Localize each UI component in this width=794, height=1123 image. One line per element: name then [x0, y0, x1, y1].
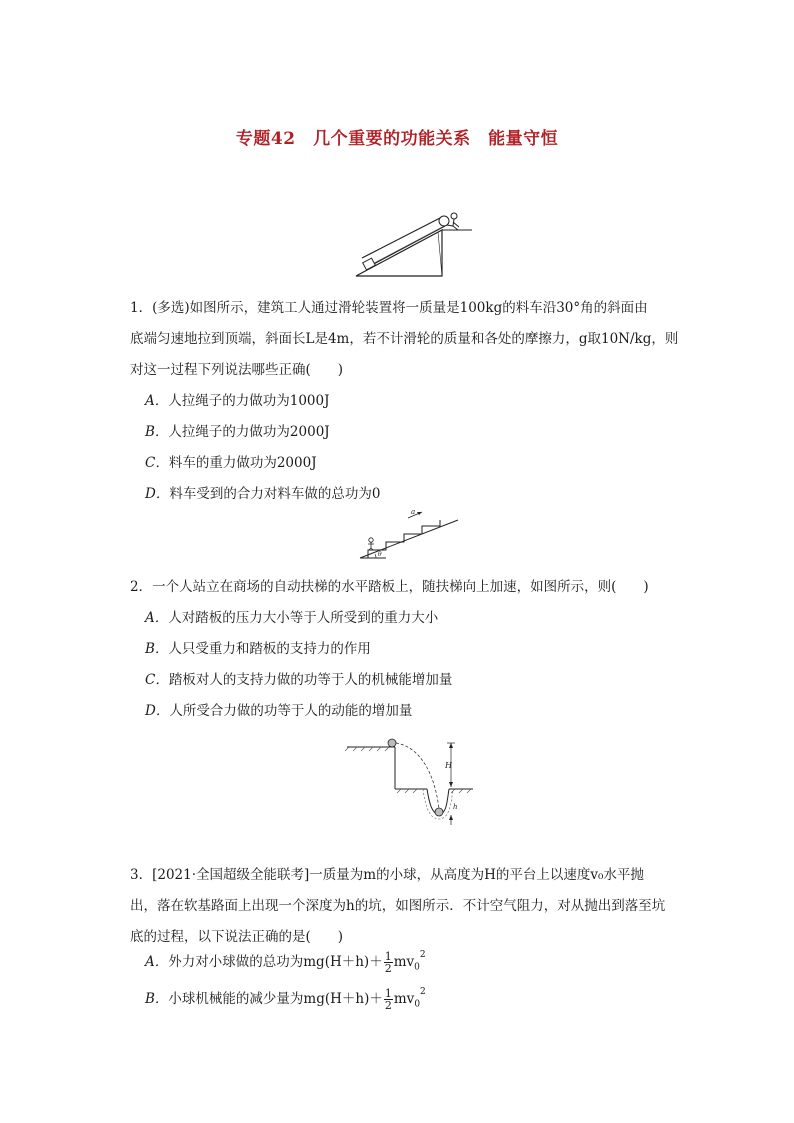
- q3-option-b-den: 2: [384, 999, 392, 1012]
- q1-option-a-letter: A．: [145, 393, 169, 409]
- q2-line1: 2．一个人站立在商场的自动扶梯的水平踏板上，随扶梯向上加速，如图所示，则( ): [130, 579, 649, 595]
- q3-option-b-tail: mv: [393, 991, 415, 1007]
- q3-option-b-letter: B．: [145, 991, 169, 1007]
- q1-option-b-letter: B．: [145, 424, 169, 440]
- q1-option-d-text: 料车受到的合力对料车做的总功为0: [169, 486, 381, 502]
- q3-line1: 3．[2021·全国超级全能联考]一质量为m的小球，从高度为H的平台上以速度v₀水平抛: [130, 867, 644, 883]
- escalator-angle-label: θ: [378, 551, 382, 558]
- q3-line2: 出，落在软基路面上出现一个深度为h的坑，如图所示．不计空气阻力，对从抛出到落至坑: [130, 898, 666, 914]
- q1-option-d-letter: D．: [145, 486, 170, 502]
- q1-option-b-text: 人拉绳子的力做功为2000J: [168, 424, 330, 440]
- q1-option-b[interactable]: [145, 420, 330, 440]
- q3-option-b-sub: 0: [414, 999, 421, 1010]
- escalator-figure: [358, 506, 462, 562]
- q3-line3: 底的过程，以下说法正确的是( ): [130, 929, 344, 945]
- page-title: 专题42 几个重要的功能关系 能量守恒: [235, 129, 559, 149]
- q3-option-a-sub: 0: [414, 962, 420, 973]
- q1-line2: 底端匀速地拉到顶端，斜面长L是4m，若不计滑轮的质量和各处的摩擦力，g取10N/kg，则: [130, 331, 679, 347]
- q3-option-a-text: 外力对小球做的总功为mg(H＋h)＋: [168, 954, 383, 970]
- q2-option-d[interactable]: [145, 699, 412, 719]
- height-H-label: H: [445, 761, 452, 770]
- q3-option-b-sup: 2: [420, 986, 426, 997]
- depth-h-label: h: [453, 803, 458, 811]
- q2-option-a[interactable]: [145, 606, 438, 626]
- q3-option-a-sup: 2: [419, 949, 426, 960]
- q2-option-b-text: 人只受重力和踏板的支持力的作用: [168, 641, 371, 657]
- q2-option-c-letter: C．: [145, 672, 169, 688]
- q2-option-a-letter: A．: [145, 610, 169, 626]
- q3-option-b-fraction: [384, 988, 393, 1011]
- q2-option-d-text: 人所受合力做的功等于人的动能的增加量: [169, 703, 413, 719]
- q2-option-b-letter: B．: [145, 641, 169, 657]
- q3-option-b-text: 小球机械能的减少量为mg(H＋h)＋: [168, 991, 383, 1007]
- q3-option-a-tail: mv: [393, 954, 415, 970]
- q2-option-c-text: 踏板对人的支持力做的功等于人的机械能增加量: [168, 672, 453, 688]
- q1-option-a-text: 人拉绳子的力做功为1000J: [168, 393, 330, 409]
- q2-option-b[interactable]: [145, 637, 371, 657]
- q2-option-a-text: 人对踏板的压力大小等于人所受到的重力大小: [168, 610, 439, 626]
- q3-option-a-den: 2: [384, 962, 392, 975]
- q1-line3: 对这一过程下列说法哪些正确( ): [130, 362, 344, 378]
- incline-pulley-figure: [350, 205, 475, 280]
- q3-option-a-fraction: [384, 951, 393, 974]
- q2-option-d-letter: D．: [145, 703, 170, 719]
- q1-line1: 1．(多选)如图所示，建筑工人通过滑轮装置将一质量是100kg的料车沿30°角的斜面由: [130, 300, 648, 316]
- q3-option-b-num: 1: [384, 987, 392, 1000]
- q3-option-a[interactable]: [145, 950, 426, 974]
- q1-option-a[interactable]: [145, 389, 330, 409]
- q1-option-c-text: 料车的重力做功为2000J: [168, 455, 317, 471]
- q3-option-a-letter: A．: [145, 954, 169, 970]
- projectile-pit-figure: [343, 735, 473, 827]
- q3-option-b[interactable]: [145, 987, 426, 1011]
- q1-option-d[interactable]: [145, 482, 380, 502]
- escalator-accel-label: a: [411, 508, 416, 516]
- q1-option-c[interactable]: [145, 451, 317, 471]
- q1-option-c-letter: C．: [145, 455, 169, 471]
- q2-option-c[interactable]: [145, 668, 452, 688]
- q3-option-a-num: 1: [384, 950, 392, 963]
